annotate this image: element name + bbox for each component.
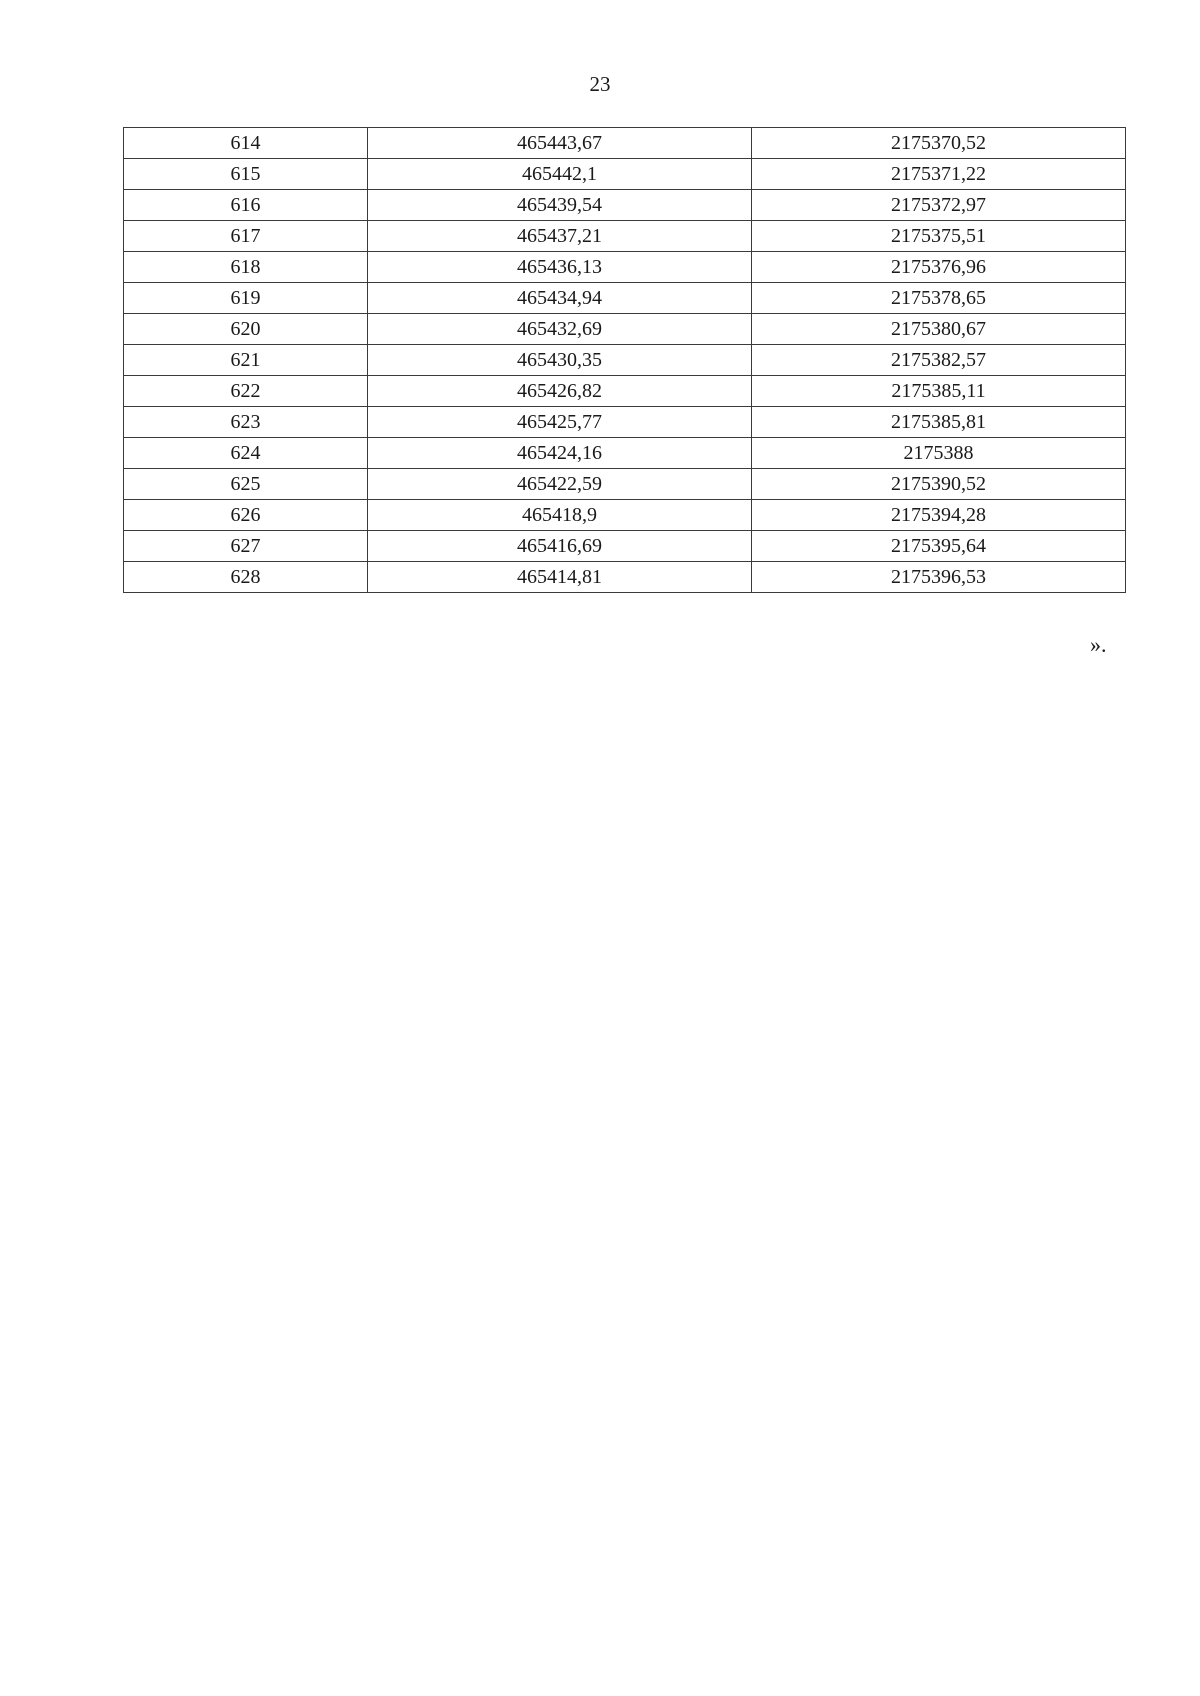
table-row <box>124 376 1126 407</box>
y-coordinate-cell: 2175378,65 <box>752 283 1126 314</box>
x-coordinate-cell: 465418,9 <box>368 500 752 531</box>
x-coordinate-cell: 465443,67 <box>368 128 752 159</box>
x-coordinate-cell: 465425,77 <box>368 407 752 438</box>
x-coordinate-cell: 465414,81 <box>368 562 752 593</box>
coordinates-table-body <box>124 128 1126 593</box>
y-coordinate-cell: 2175396,53 <box>752 562 1126 593</box>
closing-quote: ». <box>1090 632 1107 657</box>
x-coordinate-cell: 465436,13 <box>368 252 752 283</box>
x-coordinate-cell: 465432,69 <box>368 314 752 345</box>
coordinates-table <box>123 127 1126 593</box>
table-row <box>124 190 1126 221</box>
y-coordinate-cell: 2175395,64 <box>752 531 1126 562</box>
table-row <box>124 159 1126 190</box>
table-row <box>124 252 1126 283</box>
x-coordinate-cell: 465442,1 <box>368 159 752 190</box>
point-number-cell: 620 <box>124 314 368 345</box>
y-coordinate-cell: 2175370,52 <box>752 128 1126 159</box>
x-coordinate-cell: 465434,94 <box>368 283 752 314</box>
y-coordinate-cell: 2175394,28 <box>752 500 1126 531</box>
table-row <box>124 128 1126 159</box>
table-row <box>124 314 1126 345</box>
table-row <box>124 469 1126 500</box>
point-number-cell: 614 <box>124 128 368 159</box>
y-coordinate-cell: 2175385,11 <box>752 376 1126 407</box>
table-row <box>124 283 1126 314</box>
point-number-cell: 623 <box>124 407 368 438</box>
y-coordinate-cell: 2175390,52 <box>752 469 1126 500</box>
table-row <box>124 407 1126 438</box>
point-number-cell: 624 <box>124 438 368 469</box>
point-number-cell: 615 <box>124 159 368 190</box>
table-row <box>124 221 1126 252</box>
x-coordinate-cell: 465416,69 <box>368 531 752 562</box>
y-coordinate-cell: 2175382,57 <box>752 345 1126 376</box>
x-coordinate-cell: 465422,59 <box>368 469 752 500</box>
table-row <box>124 531 1126 562</box>
point-number-cell: 625 <box>124 469 368 500</box>
table-row <box>124 438 1126 469</box>
point-number-cell: 626 <box>124 500 368 531</box>
y-coordinate-cell: 2175380,67 <box>752 314 1126 345</box>
point-number-cell: 628 <box>124 562 368 593</box>
y-coordinate-cell: 2175388 <box>752 438 1126 469</box>
y-coordinate-cell: 2175372,97 <box>752 190 1126 221</box>
y-coordinate-cell: 2175385,81 <box>752 407 1126 438</box>
point-number-cell: 627 <box>124 531 368 562</box>
table-row <box>124 345 1126 376</box>
point-number-cell: 619 <box>124 283 368 314</box>
point-number-cell: 616 <box>124 190 368 221</box>
table-row <box>124 562 1126 593</box>
point-number-cell: 617 <box>124 221 368 252</box>
y-coordinate-cell: 2175371,22 <box>752 159 1126 190</box>
x-coordinate-cell: 465430,35 <box>368 345 752 376</box>
page-number: 23 <box>589 72 611 96</box>
y-coordinate-cell: 2175376,96 <box>752 252 1126 283</box>
point-number-cell: 621 <box>124 345 368 376</box>
x-coordinate-cell: 465439,54 <box>368 190 752 221</box>
x-coordinate-cell: 465426,82 <box>368 376 752 407</box>
point-number-cell: 618 <box>124 252 368 283</box>
table-row <box>124 500 1126 531</box>
x-coordinate-cell: 465437,21 <box>368 221 752 252</box>
y-coordinate-cell: 2175375,51 <box>752 221 1126 252</box>
x-coordinate-cell: 465424,16 <box>368 438 752 469</box>
point-number-cell: 622 <box>124 376 368 407</box>
